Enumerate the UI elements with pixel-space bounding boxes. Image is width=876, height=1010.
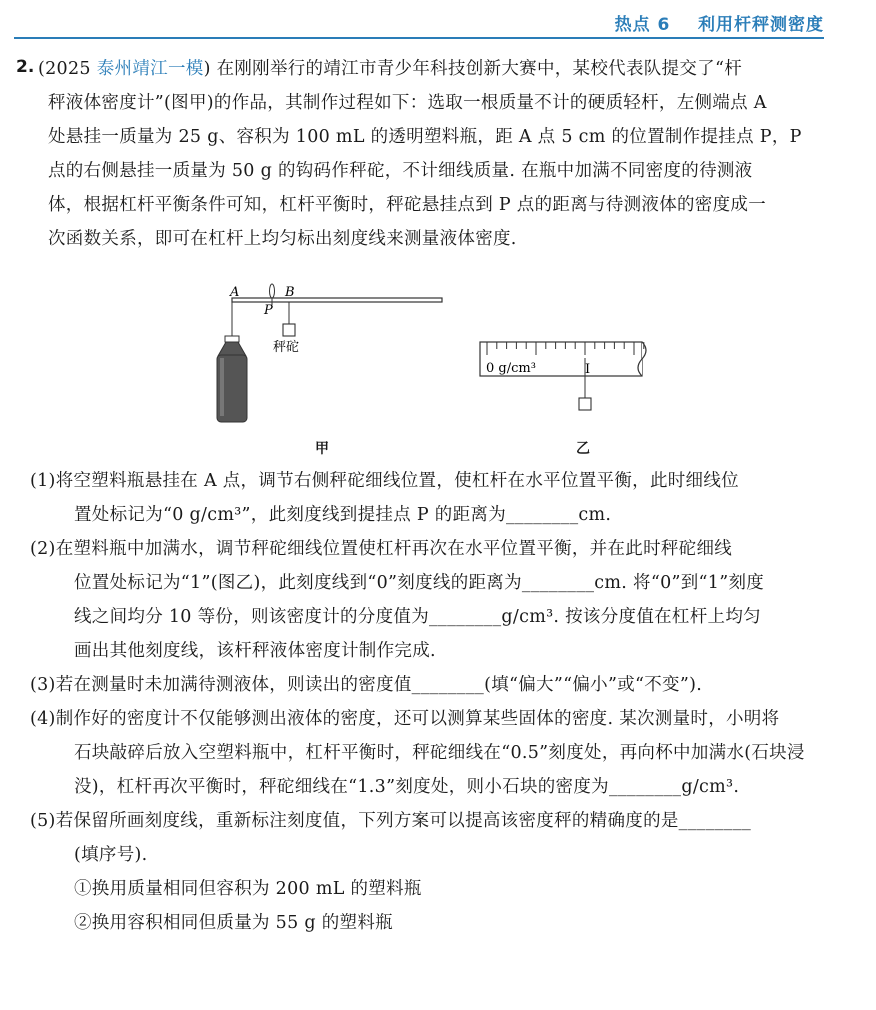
counterweight [283,324,295,336]
label-a: A [230,285,240,300]
bottle-shoulder [218,342,246,356]
part-2-line-2: 位置处标记为“1”(图乙)，此刻度线到“0”刻度线的距离为________cm. 将“0”到“1”刻度 [74,573,765,593]
pivot-loop [270,284,275,298]
question-line-4: 点的右侧悬挂一质量为 50 g 的钩码作秤砣，不计细线质量. 在瓶中加满不同密度的待测液 [48,161,753,181]
weight-label: 秤砣 [273,340,300,355]
question-line-5: 体，根据杠杆平衡条件可知，杠杆平衡时，秤砣悬挂点到 P 点的距离与待测液体的密度成一 [48,195,766,215]
source-name: 泰州靖江一模 [96,59,204,79]
scale-zero-label: 0 g/cm³ [486,361,536,376]
scale-one-mark: I [585,362,591,377]
label-b: B [285,285,295,300]
part-1-line-1: (1)将空塑料瓶悬挂在 A 点，调节右侧秤砣细线位置，使杠杆在水平位置平衡，此时细线位 [30,471,739,491]
question-line-1: (2025 泰州靖江一模) 在刚刚举行的靖江市青少年科技创新大赛中，某校代表队提交了“杆 [38,59,743,79]
option-1: ①换用质量相同但容积为 200 mL 的塑料瓶 [74,879,422,899]
part-1-line-2: 置处标记为“0 g/cm³”，此刻度线到提挂点 P 的距离为________cm. [74,505,612,525]
page-header [0,0,876,40]
section-title: 热点 6 利用杆秤测密度 [614,15,824,35]
header-divider [14,37,824,39]
lever-rod [232,298,442,302]
bottle-cap [225,336,239,342]
question-line-3: 处悬挂一质量为 25 g、容积为 100 mL 的透明塑料瓶，距 A 点 5 cm 的位置制作提挂点 P，P [48,127,802,147]
source-year: (2025 [38,59,91,79]
question-line-2: 秤液体密度计”(图甲)的作品，其制作过程如下：选取一根质量不计的硬质轻杆，左侧端点 A [48,93,767,113]
bottle-highlight [220,358,224,416]
stem-text-1: 在刚刚举行的靖江市青少年科技创新大赛中，某校代表队提交了“杆 [216,59,743,79]
counterweight-yi [579,398,591,410]
part-5-line-1: (5)若保留所画刻度线，重新标注刻度值，下列方案可以提高该密度秤的精确度的是________ [30,811,752,831]
part-4-line-1: (4)制作好的密度计不仅能够测出液体的密度，还可以测算某些固体的密度. 某次测量时，小明将 [30,709,780,729]
part-2-line-4: 画出其他刻度线，该杆秤液体密度计制作完成. [74,641,436,661]
question-number: 2. [16,57,35,77]
part-4-line-2: 石块敲碎后放入空塑料瓶中，杠杆平衡时，秤砣细线在“0.5”刻度处，再向杯中加满水(石块浸 [74,743,805,763]
question-line-6: 次函数关系，即可在杠杆上均匀标出刻度线来测量液体密度. [48,229,517,249]
part-2-line-1: (2)在塑料瓶中加满水，调节秤砣细线位置使杠杆再次在水平位置平衡，并在此时秤砣细线 [30,539,733,559]
option-2: ②换用容积相同但质量为 55 g 的塑料瓶 [74,913,393,933]
figure-area [200,278,680,468]
part-4-line-3: 没)，杠杆再次平衡时，秤砣细线在“1.3”刻度处，则小石块的密度为________g/cm³. [74,777,740,797]
part-5-line-2: (填序号). [74,845,148,865]
part-3-line-1: (3)若在测量时未加满待测液体，则读出的密度值________(填“偏大”“偏小”或“不变”). [30,675,703,695]
caption-yi: 乙 [576,441,590,457]
figure-svg [200,278,680,468]
label-p: P [264,303,273,318]
part-2-line-3: 线之间均分 10 等份，则该密度计的分度值为________g/cm³. 按该分度值在杠杆上均匀 [74,607,761,627]
caption-jia: 甲 [315,441,329,457]
